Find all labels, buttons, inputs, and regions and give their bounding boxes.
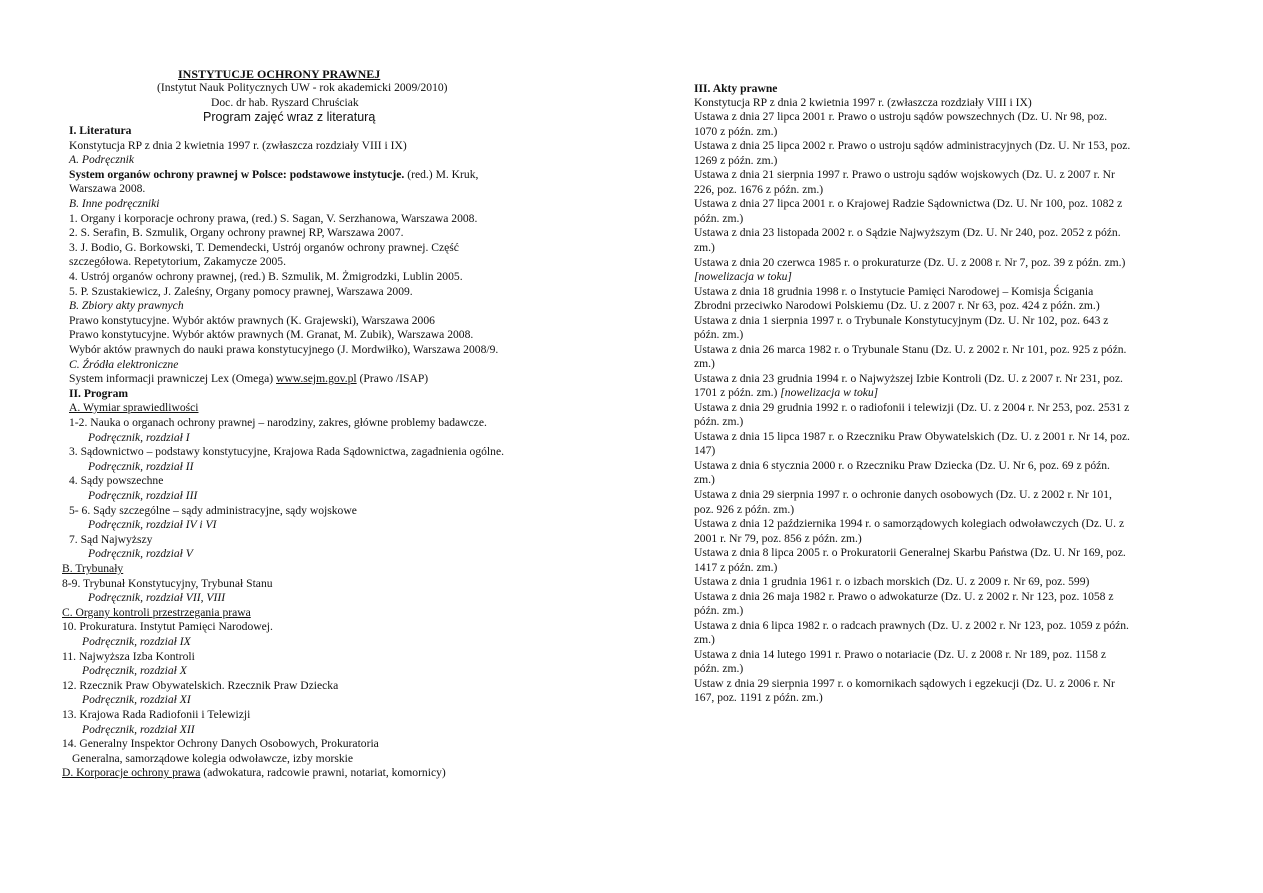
act-line: późn. zm.) — [694, 604, 744, 617]
act-line: Zbrodni przeciwko Narodowi Polskiemu (Dz. U. z 2007 r. Nr 63, poz. 424 z późn. zm.) — [694, 299, 1100, 312]
topic-line: 14. Generalny Inspektor Ochrony Danych Osobowych, Prokuratoria — [62, 737, 379, 750]
act-line: Ustawa z dnia 6 lipca 1982 r. o radcach prawnych (Dz. U. z 2002 r. Nr 123, poz. 1059 z późn. — [694, 619, 1129, 632]
act-line: zm.) — [694, 473, 715, 486]
act-line: późn. zm.) — [694, 328, 744, 341]
act-line-text: 1701 z późn. zm.) — [694, 386, 781, 399]
topic-line: 4. Sądy powszechne — [69, 474, 164, 487]
section-d-description: (adwokatura, radcowie prawni, notariat, komornicy) — [200, 766, 446, 779]
act-line: 1417 z późn. zm.) — [694, 561, 778, 574]
inne-item: szczegółowa. Repetytorium, Zakamycze 2005. — [69, 255, 286, 268]
act-line: późn. zm.) — [694, 415, 744, 428]
podrecznik-line2: Warszawa 2008. — [69, 182, 146, 195]
act-line: Konstytucja RP z dnia 2 kwietnia 1997 r. (zwłaszcza rozdziały VIII i IX) — [694, 96, 1032, 109]
topic-line: 7. Sąd Najwyższy — [69, 533, 153, 546]
institute-subtitle: (Instytut Nauk Politycznych UW - rok akademicki 2009/2010) — [157, 81, 448, 94]
topic-line: 3. Sądownictwo – podstawy konstytucyjne, Krajowa Rada Sądownictwa, zagadnienia ogólne. — [69, 445, 504, 458]
topic-reference: Podręcznik, rozdział IX — [82, 635, 191, 648]
podrecznik-entry — [69, 168, 478, 182]
act-line: Ustawa z dnia 27 lipca 2001 r. o Krajowej Radzie Sądownictwa (Dz. U. Nr 100, poz. 1082 z — [694, 197, 1123, 210]
topic-reference: Podręcznik, rozdział IV i VI — [88, 518, 217, 531]
topic-line: 5- 6. Sądy szczególne – sądy administracyjne, sądy wojskowe — [69, 504, 357, 517]
topic-line: Generalna, samorządowe kolegia odwoławcze, izby morskie — [72, 752, 354, 765]
act-line: Ustawa z dnia 26 marca 1982 r. o Trybunale Stanu (Dz. U. z 2002 r. Nr 101, poz. 925 z późn. — [694, 343, 1127, 356]
literatura-heading: I. Literatura — [69, 124, 132, 137]
zbiory-label: B. Zbiory akty prawnych — [69, 299, 184, 312]
podrecznik-rest: (red.) M. Kruk, — [404, 168, 479, 181]
topic-reference: Podręcznik, rozdział I — [88, 431, 190, 444]
zrodla-text: System informacji prawniczej Lex (Omega) — [69, 372, 277, 385]
zbiory-item: Prawo konstytucyjne. Wybór aktów prawnych (K. Grajewski), Warszawa 2006 — [69, 314, 435, 327]
act-line: Ustawa z dnia 8 lipca 2005 r. o Prokuratorii Generalnej Skarbu Państwa (Dz. U. Nr 169, poz. — [694, 546, 1126, 559]
act-line: późn. zm.) — [694, 212, 744, 225]
topic-line: 10. Prokuratura. Instytut Pamięci Narodowej. — [62, 620, 273, 633]
topic-reference: Podręcznik, rozdział XII — [82, 723, 195, 736]
zbiory-item: Wybór aktów prawnych do nauki prawa konstytucyjnego (J. Mordwiłko), Warszawa 2008/9. — [69, 343, 499, 356]
act-line: poz. 926 z późn. zm.) — [694, 503, 795, 516]
sejm-link[interactable]: www.sejm.gov.pl — [276, 372, 357, 385]
document-title: INSTYTUCJE OCHRONY PRAWNEJ — [178, 67, 381, 81]
act-line: Ustawa z dnia 25 lipca 2002 r. Prawo o ustroju sądów administracyjnych (Dz. U. Nr 153, poz. — [694, 139, 1131, 152]
section-a-heading: A. Wymiar sprawiedliwości — [69, 401, 199, 414]
topic-reference: Podręcznik, rozdział X — [82, 664, 187, 677]
act-line: Ustawa z dnia 14 lutego 1991 r. Prawo o notariacie (Dz. U. z 2008 r. Nr 189, poz. 1158 z — [694, 648, 1107, 661]
topic-line: 8-9. Trybunał Konstytucyjny, Trybunał Stanu — [62, 577, 273, 590]
inne-item: 3. J. Bodio, G. Borkowski, T. Demendecki, Ustrój organów ochrony prawnej. Część — [69, 241, 459, 254]
section-b-heading: B. Trybunały — [62, 562, 124, 575]
act-line: Ustawa z dnia 1 grudnia 1961 r. o izbach morskich (Dz. U. z 2009 r. Nr 69, poz. 599) — [694, 575, 1090, 588]
act-line: Ustawa z dnia 23 listopada 2002 r. o Sądzie Najwyższym (Dz. U. Nr 240, poz. 2052 z późn. — [694, 226, 1121, 239]
topic-reference: Podręcznik, rozdział III — [88, 489, 198, 502]
inne-item: 1. Organy i korporacje ochrony prawa, (red.) S. Sagan, V. Serzhanowa, Warszawa 2008. — [69, 212, 478, 225]
section-c-heading: C. Organy kontroli przestrzegania prawa — [62, 606, 251, 619]
act-line: Ustawa z dnia 23 grudnia 1994 r. o Najwyższej Izbie Kontroli (Dz. U. z 2007 r. Nr 231, poz. — [694, 372, 1123, 385]
akty-prawne-heading: III. Akty prawne — [694, 82, 778, 95]
act-line: 2001 r. Nr 79, poz. 856 z późn. zm.) — [694, 532, 862, 545]
act-line: Ustawa z dnia 21 sierpnia 1997 r. Prawo o ustroju sądów wojskowych (Dz. U. z 2007 r. Nr — [694, 168, 1115, 181]
act-line: zm.) — [694, 357, 715, 370]
act-line-note: [nowelizacja w toku] — [694, 270, 792, 283]
section-d-entry — [62, 766, 446, 780]
act-line: Ustawa z dnia 1 sierpnia 1997 r. o Trybunale Konstytucyjnym (Dz. U. Nr 102, poz. 643 z — [694, 314, 1109, 327]
act-line: późn. zm.) — [694, 662, 744, 675]
topic-line: 1-2. Nauka o organach ochrony prawnej – narodziny, zakres, główne problemy badawcze. — [69, 416, 487, 429]
act-line: zm.) — [694, 633, 715, 646]
act-line: 147) — [694, 444, 716, 457]
act-line: Ustawa z dnia 15 lipca 1987 r. o Rzeczniku Praw Obywatelskich (Dz. U. z 2001 r. Nr 14, poz. — [694, 430, 1130, 443]
zbiory-item: Prawo konstytucyjne. Wybór aktów prawnych (M. Granat, M. Zubik), Warszawa 2008. — [69, 328, 474, 341]
act-line: Ustawa z dnia 20 czerwca 1985 r. o prokuraturze (Dz. U. z 2008 r. Nr 7, poz. 39 z późn. zm.) — [694, 256, 1126, 269]
act-line: Ustawa z dnia 6 stycznia 2000 r. o Rzeczniku Praw Dziecka (Dz. U. Nr 6, poz. 69 z późn. — [694, 459, 1110, 472]
program-heading: II. Program — [69, 387, 129, 400]
act-line: Ustawa z dnia 29 grudnia 1992 r. o radiofonii i telewizji (Dz. U. z 2004 r. Nr 253, poz. 2531 z — [694, 401, 1130, 414]
inne-item: 2. S. Serafin, B. Szmulik, Organy ochrony prawnej RP, Warszawa 2007. — [69, 226, 404, 239]
inne-item: 4. Ustrój organów ochrony prawnej, (red.) B. Szmulik, M. Żmigrodzki, Lublin 2005. — [69, 270, 463, 283]
act-line: 1070 z późn. zm.) — [694, 125, 778, 138]
act-line-with-note — [694, 386, 878, 400]
topic-reference: Podręcznik, rozdział II — [88, 460, 194, 473]
topic-reference: Podręcznik, rozdział V — [88, 547, 193, 560]
nowelizacja-note: [nowelizacja w toku] — [780, 386, 879, 399]
konstytucja-line: Konstytucja RP z dnia 2 kwietnia 1997 r. (zwłaszcza rozdziały VIII i IX) — [69, 139, 407, 152]
program-subtitle: Program zajęć wraz z literaturą — [203, 110, 376, 124]
podrecznik-bold: System organów ochrony prawnej w Polsce: podstawowe instytucje. — [69, 168, 405, 181]
podrecznik-label: A. Podręcznik — [69, 153, 135, 166]
act-line: Ustawa z dnia 27 lipca 2001 r. Prawo o ustroju sądów powszechnych (Dz. U. Nr 98, poz. — [694, 110, 1108, 123]
act-line: Ustawa z dnia 18 grudnia 1998 r. o Instytucie Pamięci Narodowej – Komisja Ścigania — [694, 285, 1094, 298]
lecturer-name: Doc. dr hab. Ryszard Chruściak — [211, 96, 359, 109]
act-line: Ustawa z dnia 26 maja 1982 r. Prawo o adwokaturze (Dz. U. z 2002 r. Nr 123, poz. 1058 z — [694, 590, 1114, 603]
act-line: Ustaw z dnia 29 sierpnia 1997 r. o komornikach sądowych i egzekucji (Dz. U. z 2006 r. Nr — [694, 677, 1115, 690]
inne-label: B. Inne podręczniki — [69, 197, 160, 210]
section-d-heading: D. Korporacje ochrony prawa — [62, 766, 201, 779]
act-line: 1269 z późn. zm.) — [694, 154, 778, 167]
act-line: 226, poz. 1676 z późn. zm.) — [694, 183, 824, 196]
topic-line: 12. Rzecznik Praw Obywatelskich. Rzecznik Praw Dziecka — [62, 679, 339, 692]
topic-line: 13. Krajowa Rada Radiofonii i Telewizji — [62, 708, 251, 721]
zrodla-text-2: (Prawo /ISAP) — [356, 372, 429, 385]
act-line: zm.) — [694, 241, 715, 254]
topic-reference: Podręcznik, rozdział VII, VIII — [88, 591, 226, 604]
topic-line: 11. Najwyższa Izba Kontroli — [62, 650, 195, 663]
topic-reference: Podręcznik, rozdział XI — [82, 693, 191, 706]
zrodla-label: C. Źródła elektroniczne — [69, 358, 179, 371]
inne-item: 5. P. Szustakiewicz, J. Zaleśny, Organy pomocy prawnej, Warszawa 2009. — [69, 285, 413, 298]
zrodla-entry — [69, 372, 428, 386]
act-line: Ustawa z dnia 29 sierpnia 1997 r. o ochronie danych osobowych (Dz. U. z 2002 r. Nr 101, — [694, 488, 1112, 501]
act-line: 167, poz. 1191 z późn. zm.) — [694, 691, 823, 704]
act-line: Ustawa z dnia 12 października 1994 r. o samorządowych kolegiach odwoławczych (Dz. U. z — [694, 517, 1125, 530]
